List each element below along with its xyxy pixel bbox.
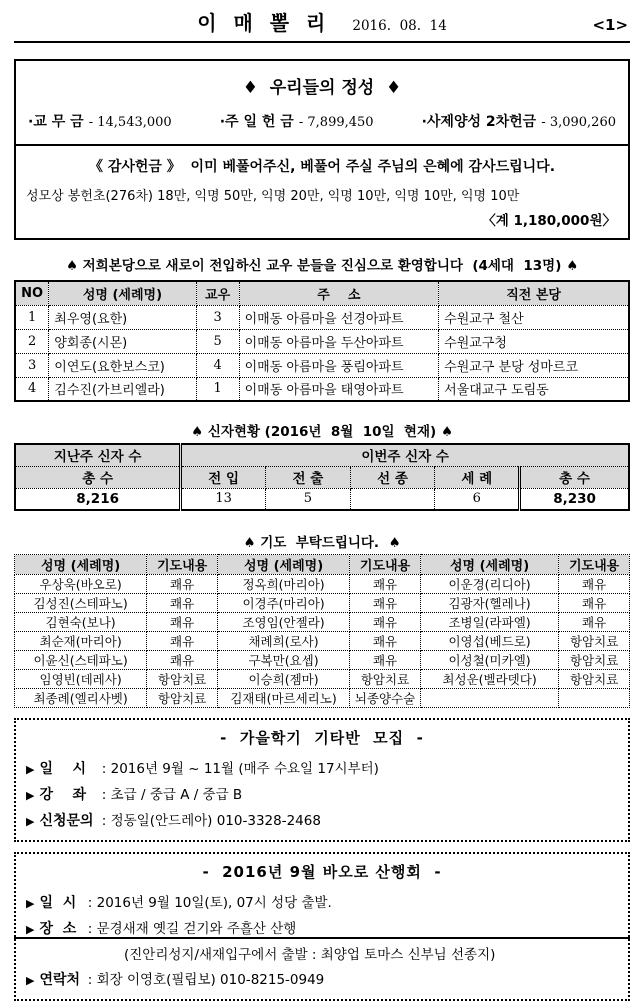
table-row xyxy=(15,377,629,401)
notice-line xyxy=(26,806,618,832)
baptism-value: 6 xyxy=(435,488,520,510)
cell-name: 채례희(로사) xyxy=(217,632,349,651)
col-previous-parish: 직전 본당 xyxy=(439,281,629,305)
cell-previous-parish: 수원교구청 xyxy=(439,329,629,353)
notice-value: : 정동일(안드레아) 010-3328-2468 xyxy=(101,812,321,829)
offering-item-sunday xyxy=(220,111,374,131)
prayer-row xyxy=(15,689,630,708)
cell-name: 김재태(마르세리노) xyxy=(217,689,349,708)
prayer-table xyxy=(14,554,630,708)
cell-district: 1 xyxy=(196,377,239,401)
notice-label: 연락처 xyxy=(39,971,81,988)
offering-label: ·사제양성 2차헌금 xyxy=(421,114,537,130)
cell-intention: 항암치료 xyxy=(350,670,421,689)
cell-name: 이윤신(스테파노) xyxy=(15,651,147,670)
cell-address: 이매동 아름마을 태영아파트 xyxy=(239,377,439,401)
col-intention: 기도내용 xyxy=(559,555,630,575)
bottom-rule xyxy=(14,937,630,939)
cell-no: 3 xyxy=(15,353,49,377)
cell-address: 이매동 아름마을 선경아파트 xyxy=(239,305,439,329)
cell-intention: 쾌유 xyxy=(147,632,218,651)
table-row xyxy=(15,353,629,377)
arrow-icon: ▶ xyxy=(26,788,35,802)
census-header-row-2 xyxy=(15,466,629,488)
census-values-row xyxy=(15,488,629,510)
cell-intention: 쾌유 xyxy=(147,575,218,594)
offering-value: - 3,090,260 xyxy=(541,115,616,130)
cell-name: 최종례(엘리사벳) xyxy=(15,689,147,708)
col-intention: 기도내용 xyxy=(350,555,421,575)
cell-no: 2 xyxy=(15,329,49,353)
notice-value: : 회장 이영호(필립보) 010-8215-0949 xyxy=(87,971,325,988)
cell-name: 이영섭(베드로) xyxy=(420,632,558,651)
offering-value: - 7,899,450 xyxy=(298,115,374,130)
cell-intention xyxy=(559,689,630,708)
new-members-table xyxy=(14,280,630,402)
cell-intention: 쾌유 xyxy=(350,651,421,670)
last-week-total-value: 8,216 xyxy=(15,488,181,510)
prayer-row xyxy=(15,632,630,651)
cell-name: 최우영(요한) xyxy=(49,305,196,329)
prayer-row xyxy=(15,575,630,594)
col-name: 성명 (세례명) xyxy=(15,555,147,575)
header xyxy=(14,4,630,43)
table-row xyxy=(15,329,629,353)
move-in-header: 전 입 xyxy=(181,466,266,488)
move-in-value: 13 xyxy=(181,488,266,510)
notice-line xyxy=(26,780,618,806)
guitar-class-title: - 가을학기 기타반 모집 - xyxy=(220,729,424,747)
cell-intention: 항암치료 xyxy=(559,651,630,670)
table-row xyxy=(15,305,629,329)
cell-name: 이경주(마리아) xyxy=(217,594,349,613)
cell-district: 4 xyxy=(196,353,239,377)
cell-name: 이연도(요한보스코) xyxy=(49,353,196,377)
cell-intention: 쾌유 xyxy=(350,613,421,632)
arrow-icon: ▶ xyxy=(26,762,35,776)
prayer-heading: ♠ 기도 부탁드립니다. ♠ xyxy=(243,535,401,551)
issue-date: 2016. 08. 14 xyxy=(352,18,447,34)
thanks-offering-detail: 성모상 봉헌초(276차) 18만, 익명 50만, 익명 20만, 익명 10만, 익명 10만, 익명 10만 xyxy=(26,189,520,204)
cell-intention: 쾌유 xyxy=(350,594,421,613)
cell-address: 이매동 아름마을 풍림아파트 xyxy=(239,353,439,377)
move-out-value: 5 xyxy=(266,488,351,510)
offering-label: ·교 무 금 xyxy=(28,114,84,130)
offering-value: - 14,543,000 xyxy=(88,115,172,130)
thanks-offering-total: 〈계 1,180,000원〉 xyxy=(482,213,616,229)
col-name: 성명 (세례명) xyxy=(217,555,349,575)
cell-name: 최성운(벨라뎃다) xyxy=(420,670,558,689)
col-address: 주 소 xyxy=(239,281,439,305)
cell-name: 조병일(라파엘) xyxy=(420,613,558,632)
arrow-icon: ▶ xyxy=(26,814,35,828)
cell-name: 정옥희(마리아) xyxy=(217,575,349,594)
cell-name: 김현숙(보나) xyxy=(15,613,147,632)
table-header-row xyxy=(15,281,629,305)
notice-value: : 2016년 9월 ~ 11월 (매주 수요일 17시부터) xyxy=(101,760,379,777)
cell-name: 김광자(헬레나) xyxy=(420,594,558,613)
cell-name: 김수진(가브리엘라) xyxy=(49,377,196,401)
baptism-header: 세 례 xyxy=(435,466,520,488)
prayer-row xyxy=(15,651,630,670)
notice-value: : 문경새재 옛길 걷기와 주흘산 산행 xyxy=(87,920,297,937)
prayer-row xyxy=(15,613,630,632)
offering-box-title: ♦ 우리들의 정성 ♦ xyxy=(242,78,402,98)
cell-intention: 쾌유 xyxy=(559,575,630,594)
cell-previous-parish: 수원교구 분당 성마르코 xyxy=(439,353,629,377)
cell-intention: 항암치료 xyxy=(559,670,630,689)
cell-intention: 항암치료 xyxy=(559,632,630,651)
cell-intention: 쾌유 xyxy=(350,632,421,651)
offering-box xyxy=(14,59,630,240)
cell-previous-parish: 수원교구 철산 xyxy=(439,305,629,329)
cell-name: 이운경(리디아) xyxy=(420,575,558,594)
this-week-header: 이번주 신자 수 xyxy=(181,444,629,466)
prayer-row xyxy=(15,670,630,689)
notice-line xyxy=(26,888,618,914)
prayer-header-row xyxy=(15,555,630,575)
cell-name: 우상욱(바오로) xyxy=(15,575,147,594)
col-name: 성명 (세례명) xyxy=(49,281,196,305)
cell-name: 최순재(마리아) xyxy=(15,632,147,651)
cell-name: 조영임(안젤라) xyxy=(217,613,349,632)
notice-label: 신청문의 xyxy=(39,812,94,829)
notice-continuation-line: (진안리성지/새재입구에서 출발 : 최양업 토마스 신부님 선종지) xyxy=(124,946,496,963)
notice-label: 일 시 xyxy=(39,760,87,777)
cell-intention: 쾌유 xyxy=(350,575,421,594)
notice-line xyxy=(26,965,618,991)
offering-amounts-row xyxy=(16,107,628,144)
cell-intention: 쾌유 xyxy=(559,613,630,632)
cell-no: 4 xyxy=(15,377,49,401)
census-table xyxy=(14,443,630,511)
census-heading: ♠ 신자현황 (2016년 8월 10일 현재) ♠ xyxy=(191,424,453,440)
col-intention: 기도내용 xyxy=(147,555,218,575)
notice-line xyxy=(26,754,618,780)
deceased-value xyxy=(350,488,435,510)
census-header-row-1 xyxy=(15,444,629,466)
notice-label: 일 시 xyxy=(39,894,77,911)
guitar-class-box xyxy=(14,718,630,842)
cell-name: 이승희(젬마) xyxy=(217,670,349,689)
cell-intention: 쾌유 xyxy=(147,594,218,613)
cell-intention: 항암치료 xyxy=(147,689,218,708)
cell-district: 3 xyxy=(196,305,239,329)
last-week-total-header: 총 수 xyxy=(15,466,181,488)
cell-name: 이성철(미카엘) xyxy=(420,651,558,670)
offering-label: ·주 일 헌 금 xyxy=(219,114,294,130)
offering-item-gyomu xyxy=(28,111,172,131)
cell-name: 김성진(스테파노) xyxy=(15,594,147,613)
notice-value: : 2016년 9월 10일(토), 07시 성당 출발. xyxy=(87,894,332,911)
cell-no: 1 xyxy=(15,305,49,329)
notice-value: : 초급 / 중급 A / 중급 B xyxy=(101,786,243,803)
thanks-offering-heading: 《 감사헌금 》 이미 베풀어주신, 베풀어 주실 주님의 은혜에 감사드립니다. xyxy=(88,159,556,175)
cell-intention: 뇌종양수술 xyxy=(350,689,421,708)
hiking-club-title: - 2016년 9월 바오로 산행회 - xyxy=(202,863,442,881)
cell-address: 이매동 아름마을 두산아파트 xyxy=(239,329,439,353)
arrow-icon: ▶ xyxy=(26,896,35,910)
col-district: 교우 xyxy=(196,281,239,305)
arrow-icon: ▶ xyxy=(26,973,35,987)
col-no: NO xyxy=(15,281,49,305)
move-out-header: 전 출 xyxy=(266,466,351,488)
offering-item-priest-fund xyxy=(422,111,616,131)
notice-label: 장 소 xyxy=(39,920,77,937)
col-name: 성명 (세례명) xyxy=(420,555,558,575)
cell-intention: 쾌유 xyxy=(147,651,218,670)
deceased-header: 선 종 xyxy=(350,466,435,488)
last-week-header: 지난주 신자 수 xyxy=(15,444,181,466)
cell-name: 임영빈(데레사) xyxy=(15,670,147,689)
cell-name xyxy=(420,689,558,708)
welcome-heading: ♠ 저희본당으로 새로이 전입하신 교우 분들을 진심으로 환영합니다 (4세대 13명) ♠ xyxy=(65,258,579,274)
cell-name: 구복만(요셉) xyxy=(217,651,349,670)
cell-district: 5 xyxy=(196,329,239,353)
cell-intention: 항암치료 xyxy=(147,670,218,689)
this-week-total-value: 8,230 xyxy=(520,488,629,510)
this-week-total-header: 총 수 xyxy=(520,466,629,488)
page-number: <1> xyxy=(592,16,629,34)
thanks-offering-section xyxy=(16,144,628,238)
arrow-icon: ▶ xyxy=(26,922,35,936)
cell-intention: 쾌유 xyxy=(559,594,630,613)
notice-label: 강 좌 xyxy=(39,786,87,803)
prayer-row xyxy=(15,594,630,613)
bulletin-title: 이 매 뽈 리 xyxy=(197,11,331,35)
cell-previous-parish: 서울대교구 도림동 xyxy=(439,377,629,401)
cell-intention: 쾌유 xyxy=(147,613,218,632)
cell-name: 양회종(시몬) xyxy=(49,329,196,353)
hiking-club-box xyxy=(14,852,630,1001)
